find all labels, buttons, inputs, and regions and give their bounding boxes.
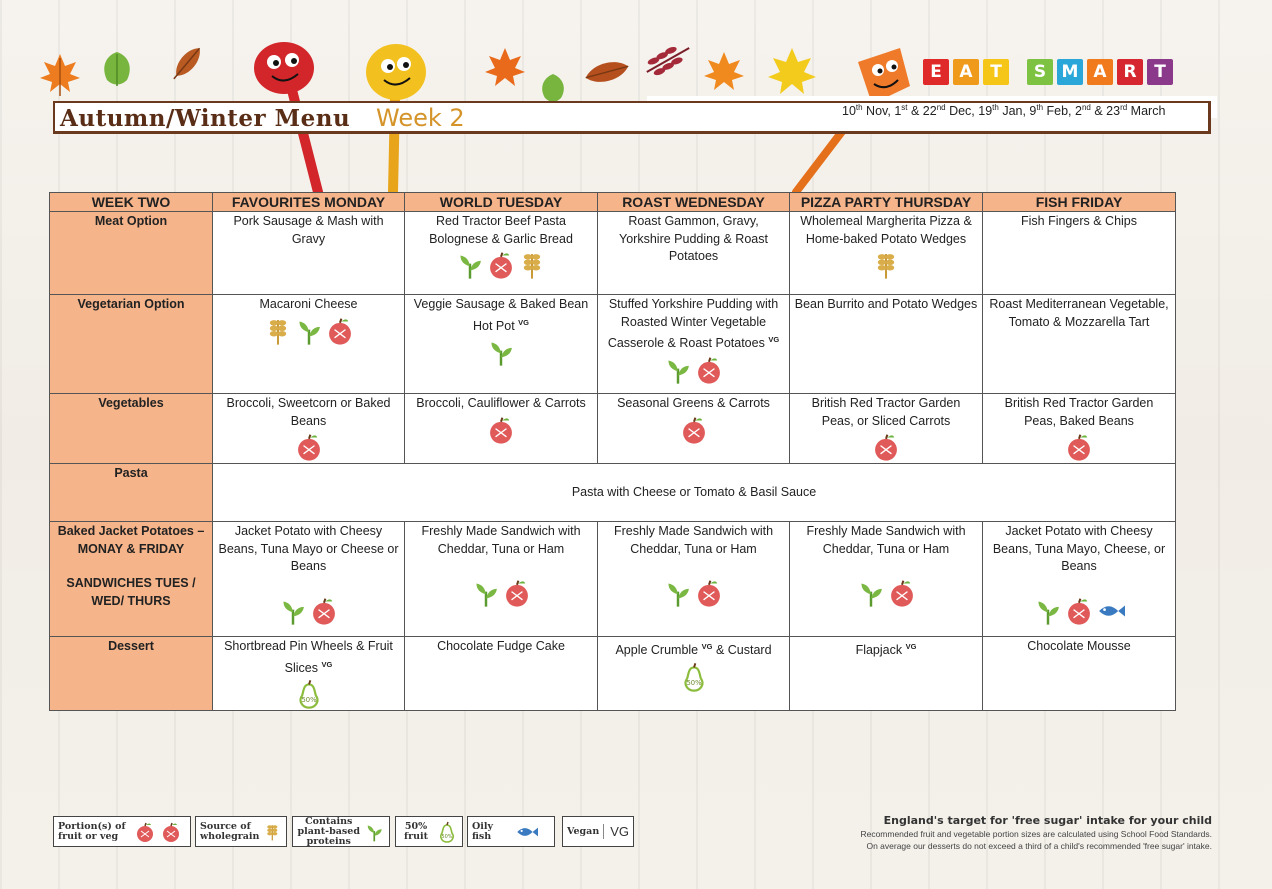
table-row: [50, 464, 1176, 522]
nutrition-icons: [987, 596, 1171, 626]
row-header-label-secondary: SANDWICHES TUES / WED/ THURS: [66, 576, 196, 608]
vegan-marker: VG: [905, 642, 917, 651]
plant-icon: [663, 578, 693, 608]
logo-letter: R: [1117, 59, 1143, 85]
date-text: Feb,: [1043, 104, 1076, 119]
dish-name: Freshly Made Sandwich with Cheddar, Tuna or Ham: [421, 524, 581, 556]
dish-name-suffix: & Custard: [712, 643, 772, 658]
column-header: WORLD TUESDAY: [405, 193, 598, 212]
date-suffix: nd: [1081, 103, 1091, 112]
apple-icon: [871, 432, 901, 462]
dish-text: [987, 296, 1171, 331]
dish-text: [987, 395, 1171, 430]
menu-table: [49, 192, 1176, 711]
nutrition-icons: [217, 596, 400, 626]
dish-text: [602, 395, 785, 413]
column-header: WEEK TWO: [50, 193, 213, 212]
menu-cell: [405, 212, 598, 295]
dish-name: Pork Sausage & Mash with Gravy: [233, 214, 384, 246]
nutrition-icons: [217, 432, 400, 462]
nutrition-icons: [409, 415, 593, 445]
dish-text: [409, 296, 593, 335]
plant-icon: [1033, 596, 1063, 626]
dish-name: Freshly Made Sandwich with Cheddar, Tuna or Ham: [613, 524, 774, 556]
dish-text: [987, 213, 1171, 231]
menu-cell: [983, 522, 1176, 637]
column-header: PIZZA PARTY THURSDAY: [790, 193, 983, 212]
dish-text: [217, 638, 400, 677]
menu-cell: [598, 394, 790, 464]
dish-text: [794, 213, 978, 248]
column-header: FAVOURITES MONDAY: [213, 193, 405, 212]
table-row: [50, 295, 1176, 394]
legend-vegan-code: VG: [603, 824, 629, 839]
dish-name: Red Tractor Beef Pasta Bolognese & Garlic Bread: [429, 214, 573, 246]
menu-cell: [983, 295, 1176, 394]
apple-icon: [694, 578, 724, 608]
menu-cell: [213, 522, 405, 637]
apple-icon: [887, 578, 917, 608]
legend-wholegrain: [195, 816, 287, 847]
menu-cell: Pasta with Cheese or Tomato & Basil Sauce: [213, 464, 1176, 522]
dish-name: Seasonal Greens & Carrots: [617, 396, 770, 410]
dish-name: Bean Burrito and Potato Wedges: [794, 297, 978, 311]
wheat-icon: [871, 250, 901, 280]
nutrition-icons: [794, 250, 978, 280]
vegan-marker: VG: [518, 317, 529, 327]
menu-cell: [790, 522, 983, 637]
menu-cell: [790, 212, 983, 295]
row-header: [50, 464, 213, 522]
date-text: Nov,: [862, 104, 895, 119]
pear-icon: [436, 821, 458, 843]
menu-cell: [405, 394, 598, 464]
date-day: 1: [894, 104, 902, 119]
dish-text: [217, 395, 400, 430]
apple-icon: [325, 316, 355, 346]
column-header: ROAST WEDNESDAY: [598, 193, 790, 212]
column-header: FISH FRIDAY: [983, 193, 1176, 212]
row-header-label: Meat Option: [94, 214, 168, 228]
menu-cell: [598, 295, 790, 394]
plant-icon: [294, 316, 324, 346]
pear-icon: [294, 679, 324, 709]
dish-text: [409, 638, 593, 656]
vegan-marker: VG: [768, 335, 780, 344]
dish-name: Fish Fingers & Chips: [1020, 214, 1137, 228]
menu-cell: [790, 394, 983, 464]
legend-vegan-label: Vegan: [567, 825, 600, 837]
dish-name: Macaroni Cheese: [259, 297, 358, 311]
nutrition-icons: [217, 316, 400, 346]
table-row: [50, 637, 1176, 711]
logo-letter: S: [1027, 59, 1053, 85]
date-text: Jan,: [998, 104, 1030, 119]
plant-icon: [486, 337, 516, 367]
footer-line-2: On average our desserts do not exceed a third of a child's recommended 'free sugar' intake.: [866, 841, 1212, 851]
apple-icon: [309, 596, 339, 626]
plant-icon: [455, 250, 485, 280]
dish-text: [602, 638, 785, 660]
brown-leaf-icon: [583, 58, 630, 87]
eat-smart-logo: [923, 59, 1173, 85]
date-text: March: [1127, 104, 1166, 119]
dish-text: [794, 523, 978, 558]
nutrition-icons: [602, 415, 785, 445]
apple-icon: [486, 415, 516, 445]
dish-name: Jacket Potato with Cheesy Beans, Tuna Mayo, Cheese, or Beans: [992, 524, 1166, 573]
dish-name: Shortbread Pin Wheels & Fruit Slices: [224, 639, 393, 675]
apple-icon: [1064, 432, 1094, 462]
fish-icon: [1095, 596, 1125, 626]
menu-dates: [842, 103, 1165, 118]
menu-cell: [790, 637, 983, 711]
vegan-marker: VG: [321, 659, 333, 669]
logo-letter: E: [923, 59, 949, 85]
logo-letter: A: [1087, 59, 1113, 85]
maple-leaf-icon: [40, 54, 80, 96]
row-header: [50, 394, 213, 464]
menu-cell: [598, 212, 790, 295]
row-header: [50, 295, 213, 394]
plant-icon: [856, 578, 886, 608]
apple-icon: [679, 415, 709, 445]
dish-text: [217, 523, 400, 576]
logo-letter: M: [1057, 59, 1083, 85]
date-suffix: th: [855, 103, 863, 112]
green-leaf-icon: [104, 52, 130, 86]
dish-text: [409, 523, 593, 558]
legend-wholegrain-label: Source of wholegrain: [200, 820, 260, 842]
red-leaf-icon: [642, 41, 695, 78]
menu-cell: [983, 212, 1176, 295]
apple-icon: [134, 821, 156, 843]
menu-cell: [405, 522, 598, 637]
date-day: 9: [1029, 104, 1037, 119]
wheat-icon: [263, 821, 282, 843]
table-row: [50, 212, 1176, 295]
dish-text: [217, 296, 400, 314]
nutrition-icons: [409, 337, 593, 367]
dish-text: [602, 296, 785, 353]
logo-letter: T: [1147, 59, 1173, 85]
dish-name: Veggie Sausage & Baked Bean Hot Pot: [413, 297, 589, 333]
svg-text:50%: 50%: [441, 833, 453, 840]
wheat-icon: [517, 250, 547, 280]
nutrition-icons: [602, 355, 785, 385]
dish-name: Broccoli, Cauliflower & Carrots: [416, 396, 586, 410]
menu-cell: [790, 295, 983, 394]
legend-fruit-label: Portion(s) of fruit or veg: [58, 820, 126, 842]
dish-name: Jacket Potato with Cheesy Beans, Tuna Mayo or Cheese or Beans: [218, 524, 399, 573]
plant-icon: [364, 821, 385, 843]
date-text: &: [1090, 104, 1107, 119]
row-header-label: Baked Jacket Potatoes – MONAY & FRIDAY: [57, 524, 205, 556]
apple-icon: [294, 432, 324, 462]
row-header-label: Pasta: [114, 466, 148, 480]
menu-cell: [983, 394, 1176, 464]
dish-text: [602, 213, 785, 266]
date-day: 22: [922, 104, 937, 119]
nutrition-icons: [602, 662, 785, 692]
dish-name: Roast Mediterranean Vegetable, Tomato & Mozzarella Tart: [989, 297, 1169, 329]
dish-name: Freshly Made Sandwich with Cheddar, Tuna or Ham: [806, 524, 966, 556]
dish-text: [794, 395, 978, 430]
brown-leaf-icon: [168, 43, 205, 83]
legend-fish: [467, 816, 555, 847]
dish-text: [602, 523, 785, 558]
wheat-icon: [263, 316, 293, 346]
dish-text: [987, 523, 1171, 576]
footer-line-1: Recommended fruit and vegetable portion sizes are calculated using School Food Standards.: [860, 829, 1212, 839]
green-leaf-icon: [542, 74, 564, 102]
dish-name: British Red Tractor Garden Peas, Baked Beans: [1004, 396, 1154, 428]
date-day: 19: [978, 104, 993, 119]
menu-cell: [598, 522, 790, 637]
date-text: &: [907, 104, 923, 119]
yellow-maple-leaf-icon: [768, 48, 816, 94]
legend-fish-label: Oily fish: [472, 820, 494, 842]
date-suffix: th: [992, 103, 999, 112]
dish-text: [794, 296, 978, 314]
date-suffix: th: [1036, 103, 1044, 112]
row-header: [50, 212, 213, 295]
row-header: [50, 522, 213, 637]
dish-name: Chocolate Mousse: [1027, 639, 1131, 653]
date-day: 2: [1075, 104, 1082, 119]
legend-protein-label: Contains plant-based proteins: [297, 815, 360, 847]
svg-text:50%: 50%: [685, 678, 702, 687]
legend-pear-label: 50% fruit: [404, 820, 428, 842]
apple-icon: [486, 250, 516, 280]
plant-icon: [663, 355, 693, 385]
dish-text: [794, 638, 978, 660]
dish-name: Stuffed Yorkshire Pudding with Roasted Winter Vegetable Casserole & Roast Potatoes: [607, 297, 779, 351]
vegan-marker: VG: [701, 642, 713, 651]
table-row: [50, 394, 1176, 464]
nutrition-icons: [794, 432, 978, 462]
fish-icon: [504, 820, 548, 844]
menu-cell: [213, 637, 405, 711]
nutrition-icons: [409, 250, 593, 280]
legend-vegan: [562, 816, 634, 847]
svg-text:50%: 50%: [300, 696, 317, 705]
menu-cell: [983, 637, 1176, 711]
dish-name: Apple Crumble: [615, 643, 699, 658]
row-header: [50, 637, 213, 711]
pear-icon: [679, 662, 709, 692]
date-day: 10: [842, 104, 856, 119]
table-header-row: [50, 193, 1176, 212]
week-label: Week 2: [376, 104, 465, 132]
date-day: 23: [1106, 104, 1121, 119]
legend-fruit: [53, 816, 191, 847]
row-header-label: Dessert: [108, 639, 154, 653]
row-header-label: Vegetarian Option: [77, 297, 185, 311]
maple-leaf-icon: [704, 52, 744, 90]
date-text: Dec,: [945, 104, 979, 119]
date-suffix: rd: [1120, 103, 1128, 112]
table-row: [50, 522, 1176, 637]
row-header-label: Vegetables: [98, 396, 164, 410]
legend-pear: [395, 816, 463, 847]
nutrition-icons: [987, 432, 1171, 462]
date-suffix: nd: [936, 103, 946, 112]
menu-cell: [598, 637, 790, 711]
page-title: Autumn/Winter Menu: [60, 105, 351, 132]
logo-letter: T: [983, 59, 1009, 85]
apple-icon: [502, 578, 532, 608]
apple-icon: [1064, 596, 1094, 626]
nutrition-icons: [409, 578, 593, 608]
menu-cell: [405, 295, 598, 394]
dish-text: [409, 395, 593, 413]
legend-protein: [292, 816, 390, 847]
dish-text: [217, 213, 400, 248]
dish-name: Broccoli, Sweetcorn or Baked Beans: [226, 396, 391, 428]
dish-name: Chocolate Fudge Cake: [437, 639, 565, 653]
nutrition-icons: [794, 578, 978, 608]
dish-name: British Red Tractor Garden Peas, or Sliced Carrots: [811, 396, 961, 428]
menu-cell: [213, 212, 405, 295]
dish-name: Wholemeal Margherita Pizza & Home-baked Potato Wedges: [800, 214, 972, 246]
logo-letter: A: [953, 59, 979, 85]
nutrition-icons: [217, 679, 400, 709]
dish-text: [409, 213, 593, 248]
dish-text: [987, 638, 1171, 656]
menu-cell: [213, 394, 405, 464]
nutrition-icons: [602, 578, 785, 608]
date-suffix: st: [901, 103, 908, 112]
apple-icon: [160, 821, 182, 843]
footer-title: England's target for 'free sugar' intake for your child: [883, 814, 1212, 827]
dish-name: Roast Gammon, Gravy, Yorkshire Pudding & Roast Potatoes: [619, 214, 768, 263]
apple-icon: [694, 355, 724, 385]
menu-cell: [405, 637, 598, 711]
maple-leaf-icon: [485, 48, 525, 86]
plant-icon: [278, 596, 308, 626]
menu-cell: [213, 295, 405, 394]
plant-icon: [471, 578, 501, 608]
dish-name: Flapjack: [855, 643, 903, 658]
